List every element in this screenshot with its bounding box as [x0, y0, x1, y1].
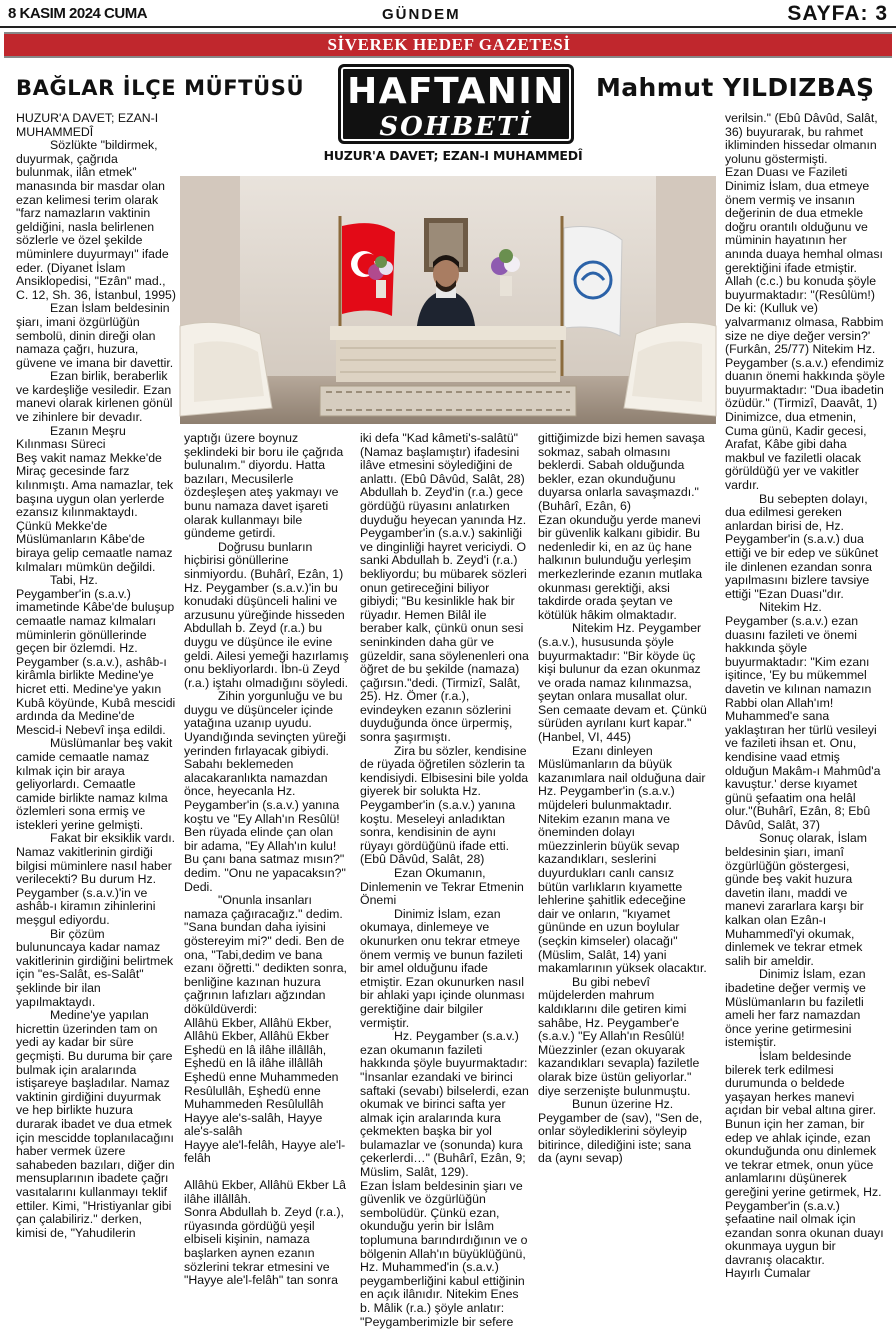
newspaper-title: SİVEREK HEDEF GAZETESİ — [327, 35, 571, 54]
paragraph: İslam beldesinde bilerek terk edilmesi durumunda o beldede yaşayan herkes manevi açıdan bir vebal altına girer. Bunun için her zaman, bir edep ve ahlak içinde, ezan okunduğunda onu dinlemek ve tekrar etmek, onun yüce anlamlarını düşünerek gereğini yerine getirmek, Hz. Peygamber'in (s.a.v.) şefaatine nail olmak için ezandan sonra okunan duayı okunmaya uygun bir davranış olacaktır. — [725, 1048, 884, 1267]
paragraph: Ezanı dinleyen Müslümanların da büyük kazanımlara nail olduğuna dair Hz. Peygamber'in (s.a.v.) müjdeleri bulunmaktadır. Nitekim ezanın mana ve öneminden dolayı müezzinlerin büyük sevap kazandıkları, seslerini duyurdukları canlı cansız bütün varlıkların kıyamette lehlerine şahitlik edeceğine dair ve onların, "kıyamet gününde en uzun boylular (seçkin kimseler) olacağı" (Müslim, Salât, 14) yani makamlarının yüksek olacaktır. — [538, 743, 707, 976]
paragraph: Medine'ye yapılan hicrettin üzerinden tam on yedi ay kadar bir süre geçmişti. Bu duruma bir çare bulmak için aralarında istişareye başladılar. Namaz vaktinin girdiğini duyurmak ve hep birlikte huzura durarak ibadet ve dua etmek için mescidde toplanılacağını haber vermek üzere sahabeden bazıları, diğer din mensuplarının ibadete çağrı vasıtalarını kullanmayı teklif ettiler. Kimi, "Hristiyanlar gibi çan çalabiliriz." derken, kimisi de, "Yahudilerin — [16, 1008, 175, 1240]
author-photo — [180, 176, 716, 424]
article-column-5 — [725, 111, 885, 1281]
paragraph: Ezan İslam beldesinin şiarı ve güvenlik ve özgürlüğün sembolüdür. Çünkü ezan, okunduğu yerin bir İslâm toplumuna barındırdığının ve o bölgenin Allah'ın büyüklüğünü, Hz. Muhammed'in (s.a.v.) peygamberliğini kabul ettiğinin en açık ilânıdır. Nitekim Enes b. Mâlik (r.a.) şöyle anlatır: "Peygamberimizle bir sefere — [360, 1178, 528, 1329]
paragraph: Fakat bir eksiklik vardı. Namaz vakitlerinin girdiği bilgisi müminlere nasıl haber verilecekti? Bu durum Hz. Peygamber (s.a.v.)'in ve ashâb-ı kiramın zihinlerini meşgul ediyordu. — [16, 831, 176, 928]
article-column-1 — [16, 112, 176, 1270]
closing-line: Hayırlı Cumalar — [725, 1266, 811, 1281]
paragraph: Nitekim Hz. Peygamber (s.a.v.) ezan duasını fazileti ve önemi hakkında şöyle buyurmaktadır: "Kim ezanı işitince, 'Ey bu mükemmel davetin ve kılınan namazın Rabbi olan Allah'ım! Muhammed'e sana yaklaştıran her türlü vesileyi ve fazileti ihsan et. Onu, kendisine vaad etmiş olduğun Makâm-ı Mahmûd'a kavuştur.' derse kıyamet günü şefaatim ona helâl olur."(Buhârî, Ezân, 8; Ebû Dâvûd, Salât, 37) — [725, 600, 881, 832]
article-column-2 — [184, 431, 349, 1288]
paragraph: yaptığı üzere boynuz şeklindeki bir boru ile çağrıda bulunalım." diyordu. Hatta bazıları, Mecusilerle özdeşleşen ateş yakmayı ve bunu namaza davet işareti olarak kullanmayı bile gündeme getirdi. — [184, 431, 344, 541]
issue-date: 8 KASIM 2024 CUMA — [8, 5, 148, 22]
section-name: GÜNDEM — [382, 6, 461, 23]
paragraph: Dinimiz İslam, ezan ibadetine değer vermiş ve Müslümanların bu faziletli ameli her farz namazdan önce yerine getirmesini istemiştir. — [725, 967, 866, 1050]
article-column-3 — [360, 431, 529, 1329]
ezan-text: Hayye ale'l-felâh, Hayye ale'l-felâh — [184, 1137, 346, 1166]
page-number: SAYFA: 3 — [787, 2, 888, 25]
subheading: Ezanın Meşru Kılınması Süreci — [16, 423, 126, 452]
subheading: Ezan Okumanın, Dinlemenin ve Tekrar Etmenin Önemi — [360, 866, 524, 908]
paragraph: Zira bu sözler, kendisine de rüyada öğretilen sözlerin ta kendisiydi. Elbisesini bile yolda giyerek bir solukta Hz. Peygamber'in (s.a.v.) yanına koştu. Meseleyi anladıktan sonra, kendisinin de aynı rüyayı gördüğünü ifade etti. (Ebû Dâvûd, Salât, 28) — [360, 743, 529, 867]
paragraph: Zihin yorgunluğu ve bu duygu ve düşünceler içinde yatağına uzanıp uyudu. Uyandığında sevinçten yüreği yerinden fırlayacak gibiydi. Sabahı beklemeden alacakaranlıkta namazdan önce, heyecanla Hz. Peygamber'in (s.a.v.) yanına koştu ve "Ey Allah'ın Resûlü! Ben rüyada elinde çan olan bir adama, "Ey Allah'ın kulu! Bu çanı bana satmaz mısın?" dedim. "Onu ne yapacaksın?" Dedi. — [184, 689, 347, 894]
article-column-4 — [538, 432, 707, 1270]
paragraph: verilsin." (Ebû Dâvûd, Salât, 36) buyurarak, bu rahmet ikliminden hissedar olmanın yolunu göstermişti. — [725, 111, 878, 166]
paragraph: Dinimiz İslam, dua etmeye önem vermiş ve insanın değerinin de dua etmekle doğru orantılı olduğunu ve müminin hayatının her anında duaya hemhal olması gerektiğini ifade etmiştir. Allah (c.c.) bu konuda şöyle buyurmaktadır: "(Resûlüm!) De ki: (Kulluk ve) yalvarmanız olmasa, Rabbim size ne diye değer versin?' (Furkân, 25/77) Nitekim Hz. Peygamber (s.a.v.) efendimiz duanın önemi hakkında şöyle buyurmaktadır: "Dua ibadetin özüdür." (Tirmizî, Daavât, 1) Dinimizce, dua etmenin, Cuma günü, Kadir gecesi, Arafat, Kâbe gibi daha makbul ve faziletli olacak görüldüğü yer ve vakitler vardır. — [725, 178, 885, 493]
author-name: Mahmut YILDIZBAŞ — [596, 73, 875, 102]
office-photo-illustration — [180, 176, 716, 424]
paragraph: Dinimiz İslam, ezan okumaya, dinlemeye ve okunurken onu tekrar etmeye önem vermiş ve bunun fazileti bir amel olduğunu ifade etmiştir. Ezan okunurken nasıl bir ahlaki yapı içinde olunması gerektiğine dair bilgiler vermiştir. — [360, 906, 525, 1030]
paragraph: HUZUR'A DAVET; EZAN-I MUHAMMEDÎ — [16, 111, 159, 139]
newspaper-banner — [4, 32, 892, 58]
paragraph: Doğrusu bunların hiçbirisi gönüllerine sinmiyordu. (Buhârî, Ezân, 1) Hz. Peygamber (s.a.v.)'in bu konudaki düşünceli halini ve arzusunu yüreğinde hisseden Abdullah b. Zeyd (r.a.) bu duygu ve düşünce ile evine geldi. Ailesi yemeği hazırlamış onu bekliyorlardı. İbn-ü Zeyd (r.a.) iştahı olmadığını söyledi. — [184, 539, 349, 690]
paragraph: Ezan birlik, beraberlik ve kardeşliğe vesiledir. Ezan manevi olarak kirlenen gönül ve zihinlere bir devadır. — [16, 369, 173, 425]
paragraph: Beş vakit namaz Mekke'de Miraç gecesinde farz kılınmıştı. Ama namazlar, tek başına uygun olan yerlerde ezansız kılınmaktaydı. Çünkü Mekke'de Müslümanların Kâbe'de biraya gelip cemaatle namaz kılmaları mümkün değildi. — [16, 450, 174, 574]
paragraph: Sonuç olarak, İslam beldesinin şiarı, imanî özgürlüğün göstergesi, günde beş vakit huzura davetin ilanı, maddi ve manevi zararlara karşı bir kalkan olan Ezân-ı Muhammedî'yi okumak, dinlemek ve tekrar etmek salih bir ameldir. — [725, 831, 867, 968]
article-title: HUZUR'A DAVET; EZAN-I MUHAMMEDÎ — [323, 148, 583, 163]
page-header — [0, 0, 896, 28]
column-logo-bottom: SOHBETİ — [379, 112, 533, 142]
office-desk-icon — [330, 326, 566, 382]
subheading: Ezan Duası ve Fazileti — [725, 165, 848, 180]
paragraph: "Onunla insanları namaza çağıracağız." dedim. "Sana bundan daha iyisini göstereyim mi?" dedi. Ben de ona, "Tabi,dedim ve bana ezanı öğretti." dedikten sonra, benliğine kazınan huzura çağrının lafızları ağzından döküldüverdi: — [184, 893, 347, 1016]
paragraph: Bu gibi nebevî müjdelerden mahrum kaldıklarını dile getiren kimi sahâbe, Hz. Peygamber'e (s.a.v.) "Ey Allah'ın Resûlü! Müezzinler (ezan okuyarak kazandıkları sevapla) faziletle olarak bize üstün geliyorlar." diye serzenişte bulunmuştu. — [538, 974, 700, 1098]
paragraph: iki defa "Kad kâmeti's-salâtü" (Namaz başlamıştır) ifadesini ilâve etmesini söylediğini de anlattı. (Ebû Dâvûd, Salât, 28) Abdullah b. Zeyd'in (r.a.) gece gördüğü rüyasını anlatırken duyduğu heyecan yanında Hz. Peygamber'in (s.a.v.) sakinliği ve dinginliği hayret vericiydi. O sanki Abdullah b. Zeyd'i (r.a.) bekliyordu; bu mübarek sözleri onun getireceğini biliyor gibiydi; "Bu kesinlikle hak bir rüyadır. Hemen Bilâl ile beraber kalk, çünkü onun sesi seninkinden daha gür ve güzeldir, sana söylenenleri ona öğret de bu şekilde (namaza) çağırsın."dedi. (Tirmizî, Salât, 25). Hz. Ömer (r.a.), evindeyken ezanın sözlerini duyduğunda önce ürpermiş, sonra şaşırmıştı. — [360, 431, 529, 745]
paragraph: Nitekim Hz. Peygamber (s.a.v.), hususunda şöyle buyurmaktadır: "Bir köyde üç kişi bulunur da ezan okunmaz ve orada namaz kılınmazsa, şeytan onlara musallat olur. Sen cemaate devam et. Çünkü sürüden ayrılanı kurt kapar." (Hanbel, VI, 445) — [538, 621, 707, 745]
ezan-text: Allâhü Ekber, Allâhü Ekber, Allâhü Ekber, Allâhü Ekber Eşhedü en lâ ilâhe illâllâh, Eşhedü en lâ ilâhe illâllâh Eşhedü enne Muhammeden Resûlullâh, Eşhedü enne Muhammeden Resûlullâh Hayye ale's-salâh, Hayye ale's-salâh — [184, 1015, 339, 1139]
paragraph: Bir çözüm bulununcaya kadar namaz vakitlerinin girdiğini belirtmek için "es-Salât, es-Salât" şeklinde bir ilan yapılmaktaydı. — [16, 926, 174, 1009]
paragraph: Bunun üzerine Hz. Peygamber de (sav), "Sen de, onlar söylediklerini söyleyip bitirince, dilediğini iste; sana da (aynı sevap) — [538, 1097, 703, 1166]
author-title: BAĞLAR İLÇE MÜFTÜSÜ — [16, 76, 305, 100]
paragraph: Tabi, Hz. Peygamber'in (s.a.v.) imametinde Kâbe'de buluşup cemaatle namaz kılmaları müminlerin gönüllerinde geçen bir özlemdi. Hz. Peygamber (s.a.v.), ashâb-ı kirâmla birlikte Medine'ye hicret etti. Medine'ye yakın Kubâ köyünde, Kubâ mescidi ardında da Medine'de Mescid-i Nebevî inşa edildi. — [16, 573, 176, 737]
paragraph: Bu sebepten dolayı, dua edilmesi gereken anlardan birisi de, Hz. Peygamber'in (s.a.v.) dua ettiği ve bir edep ve sükûnet ile dinlenen ezandan sonra yapılmasını bizlere tavsiye ettiği "Ezan Duası"dır. — [725, 491, 879, 601]
paragraph: Hz. Peygamber (s.a.v.) ezan okumanın fazileti hakkında şöyle buyurmaktadır: "İnsanlar ezandaki ve birinci saftaki (sevabı) bilselerdi, ezan okumak ve birinci safta yer almak için aralarında kura çekmekten başka bir yol bulamazlar ve (sonunda) kura çekerlerdi…" (Buhârî, Ezân, 9; Müslim, Salât, 129). — [360, 1029, 529, 1180]
paragraph: Sözlükte "bildirmek, duyurmak, çağrıda bulunmak, ilân etmek" manasında bir masdar olan ezan kelimesi terim olarak "farz namazların vaktinin geldiğini, nasla belirlenen sözlerle ve özel şekilde müminlere duyurmayı" ifade eder. (Diyanet İslam Ansiklopedisi, "Ezân" mad., C. 12, Sh. 36, İstanbul, 1995) — [16, 138, 176, 302]
paragraph: Müslümanlar beş vakit camide cemaatle namaz kılmak için bir araya geliyorlardı. Cemaatle camide birlikte namaz kılma özlemleri sona ermiş ve istekleri yerine gelmişti. — [16, 736, 173, 832]
paragraph: Ezan okunduğu yerde manevi bir güvenlik kalkanı gibidir. Bu nedenledir ki, en az üç hane halkının bulunduğu yerleşim merkezlerinde ezanın mutlaka okunması gerektiği, aksi takdirde orada şeytan ve kötülük hâkim olmaktadır. — [538, 512, 703, 622]
column-logo-top: HAFTANIN — [347, 71, 565, 112]
paragraph: Sonra Abdullah b. Zeyd (r.a.), rüyasında gördüğü yeşil elbiseli kişinin, namaza başlarken aynen ezanın sözlerini tekrar etmesini ve "Hayye ale'l-felâh" tan sonra — [184, 1205, 344, 1288]
ezan-text: Allâhü Ekber, Allâhü Ekber Lâ ilâhe illâllâh. — [184, 1178, 347, 1206]
paragraph: gittiğimizde bizi hemen savaşa sokmaz, sabah olmasını beklerdi. Sabah olduğunda bekler, ezan okunduğunu duyarsa onlarla savaşmazdı." (Buhârî, Ezân, 6) — [538, 431, 705, 513]
column-logo — [338, 64, 574, 144]
paragraph: Ezan İslam beldesinin şiarı, imani özgürlüğün sembolü, dinin direği olan namaza çağrı, huzura, güvene ve imana bir davettir. — [16, 301, 174, 370]
